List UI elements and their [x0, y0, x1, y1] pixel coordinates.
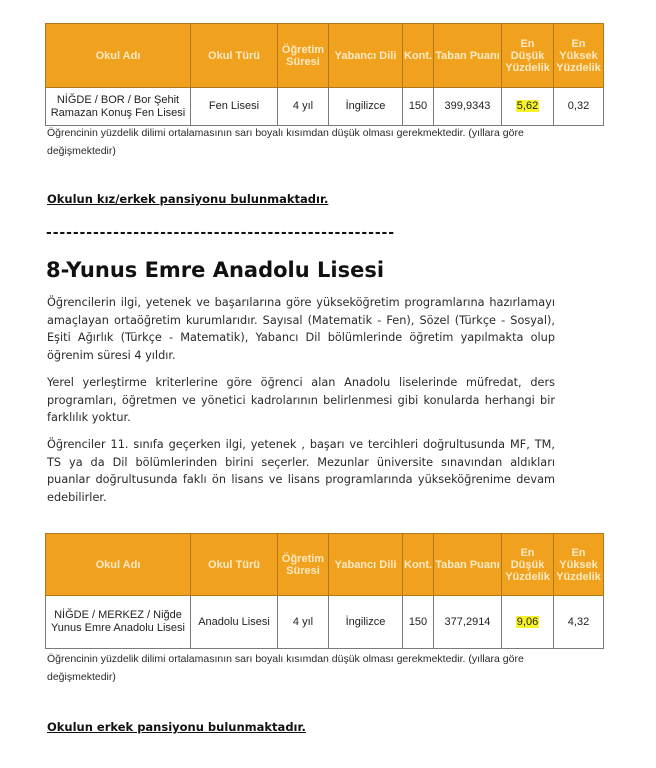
cell-en-yuksek-yuzdelik: 0,32	[554, 88, 604, 126]
header-okul-turu: Okul Türü	[191, 534, 278, 596]
header-en-yuksek-yuzdelik: En Yüksek Yüzdelik	[554, 534, 604, 596]
cell-taban-puani: 399,9343	[434, 88, 502, 126]
header-ogretim-suresi: Öğretim Süresi	[278, 534, 329, 596]
cell-ogretim-suresi: 4 yıl	[278, 596, 329, 649]
cell-okul-adi: NİĞDE / BOR / Bor Şehit Ramazan Konuş Fen Lisesi	[46, 88, 191, 126]
cell-okul-turu: Anadolu Lisesi	[191, 596, 278, 649]
cell-kont: 150	[403, 596, 434, 649]
cell-en-dusuk-yuzdelik	[502, 596, 554, 649]
header-okul-turu: Okul Türü	[191, 24, 278, 88]
header-taban-puani: Taban Puanı	[434, 534, 502, 596]
header-okul-adi: Okul Adı	[46, 24, 191, 88]
cell-okul-adi: NİĞDE / MERKEZ / Niğde Yunus Emre Anadolu Lisesi	[46, 596, 191, 649]
paragraph-3: Öğrenciler 11. sınıfa geçerken ilgi, yetenek , başarı ve tercihleri doğrultusunda MF, TM, TS ya da Dil bölümlerinden birini seçerler. Mezunlar üniversite sınavından aldıkları puanlar doğrultusunda faklı ön lisans ve lisans programlarında yükseköğrenime devam edebilirler.	[47, 438, 555, 504]
cell-en-dusuk-yuzdelik	[502, 88, 554, 126]
header-en-yuksek-yuzdelik: En Yüksek Yüzdelik	[554, 24, 604, 88]
cell-okul-turu: Fen Lisesi	[191, 88, 278, 126]
table-row	[46, 596, 604, 649]
header-ogretim-suresi: Öğretim Süresi	[278, 24, 329, 88]
highlighted-value: 5,62	[516, 100, 539, 112]
section-separator: ----------------------------------------------------	[46, 225, 395, 241]
cell-kont: 150	[403, 88, 434, 126]
cell-taban-puani: 377,2914	[434, 596, 502, 649]
school-table-1	[45, 23, 604, 126]
table-note-2: Öğrencinin yüzdelik dilimi ortalamasının sarı boyalı kısımdan düşük olması gerekmektedir. (yıllara göre değişmektedir)	[47, 653, 524, 683]
paragraph-1: Öğrencilerin ilgi, yetenek ve başarılarına göre yükseköğretim programlarına hazırlamayı amaçlayan ortaöğretim kurumlarıdır. Sayısal (Matematik - Fen), Sözel (Türkçe - Sosyal), Eşiti Ağırlık (Türkçe - Matematik), Yabancı Dil bölümlerinde öğretim yapılmakta olup öğrenim süresi 4 yıldır.	[47, 296, 555, 362]
school-table-2	[45, 533, 604, 649]
table-note-1: Öğrencinin yüzdelik dilimi ortalamasının sarı boyalı kısımdan düşük olması gerekmektedir. (yıllara göre değişmektedir)	[47, 127, 524, 157]
header-en-dusuk-yuzdelik: En Düşük Yüzdelik	[502, 534, 554, 596]
header-en-dusuk-yuzdelik: En Düşük Yüzdelik	[502, 24, 554, 88]
header-kont: Kont.	[403, 24, 434, 88]
header-kont: Kont.	[403, 534, 434, 596]
cell-en-yuksek-yuzdelik: 4,32	[554, 596, 604, 649]
cell-yabanci-dil: İngilizce	[329, 88, 403, 126]
paragraph-2: Yerel yerleştirme kriterlerine göre öğrenci alan Anadolu liselerinde müfredat, ders programları, öğretmen ve yönetici kadrolarının belirlenmesi gibi konularda herhangi bir farklılık yoktur.	[47, 376, 555, 424]
header-okul-adi: Okul Adı	[46, 534, 191, 596]
highlighted-value: 9,06	[516, 615, 539, 628]
header-taban-puani: Taban Puanı	[434, 24, 502, 88]
pansiyon-info-1: Okulun kız/erkek pansiyonu bulunmaktadır.	[47, 192, 329, 206]
table-row	[46, 88, 604, 126]
cell-ogretim-suresi: 4 yıl	[278, 88, 329, 126]
cell-yabanci-dil: İngilizce	[329, 596, 403, 649]
table-header-row	[46, 24, 604, 88]
section-heading: 8-Yunus Emre Anadolu Lisesi	[46, 258, 385, 282]
header-yabanci-dil: Yabancı Dili	[329, 24, 403, 88]
header-yabanci-dil: Yabancı Dili	[329, 534, 403, 596]
pansiyon-info-2: Okulun erkek pansiyonu bulunmaktadır.	[47, 720, 306, 734]
table-header-row	[46, 534, 604, 596]
